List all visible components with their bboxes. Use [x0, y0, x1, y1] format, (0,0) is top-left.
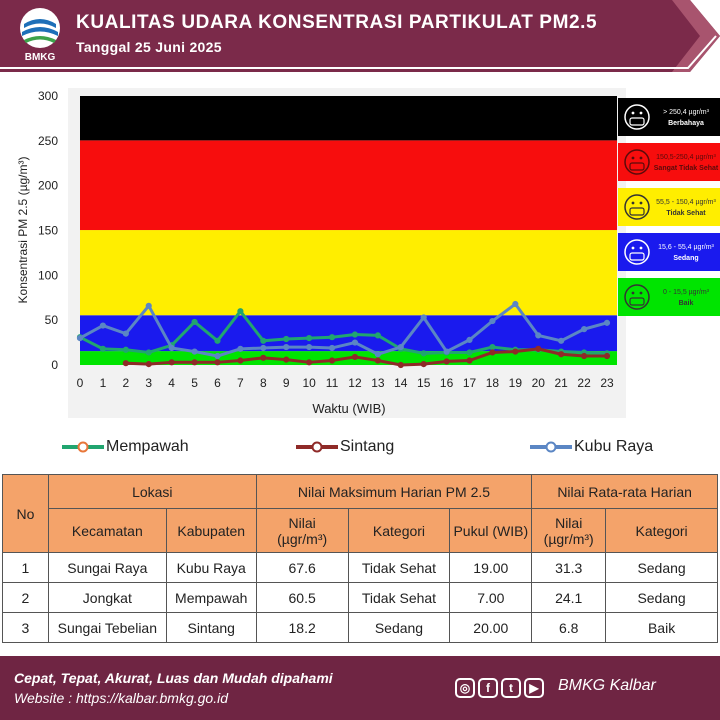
cell-avg-category: Sedang [606, 583, 718, 613]
point-sintang [123, 361, 128, 366]
cell-max: 18.2 [256, 613, 348, 643]
point-sintang [238, 358, 243, 363]
face-eye [640, 202, 643, 205]
x-tick-label: 12 [348, 376, 362, 390]
header-max: Nilai Maksimum Harian PM 2.5 [256, 475, 532, 509]
header-nilai-max [256, 509, 348, 553]
facebook-icon[interactable]: f [478, 678, 498, 698]
category-swatch [618, 188, 720, 226]
x-tick-label: 3 [145, 376, 153, 390]
face-eye [632, 292, 635, 295]
cell-no: 3 [3, 613, 49, 643]
point-kubu-raya [77, 336, 82, 341]
category-range: 150,5-250,4 µgr/m³ [656, 154, 716, 161]
cell-avg: 24.1 [532, 583, 606, 613]
point-sintang [307, 360, 312, 365]
x-tick-label: 21 [554, 376, 568, 390]
category-swatch [618, 278, 720, 316]
face-eye [632, 202, 635, 205]
cell-time: 19.00 [450, 553, 532, 583]
youtube-icon[interactable]: ▶ [524, 678, 544, 698]
point-sintang [215, 360, 220, 365]
x-tick-label: 16 [439, 376, 454, 390]
point-kubu-raya [398, 344, 403, 349]
legend-label-sintang: Sintang [340, 438, 395, 455]
x-tick-label: 8 [259, 376, 267, 390]
point-mempawah [375, 333, 380, 338]
point-sintang [444, 359, 449, 364]
point-sintang [398, 362, 403, 367]
y-tick-label: 200 [37, 178, 58, 193]
legend-label-kubu-raya: Kubu Raya [574, 438, 654, 455]
x-tick-label: 7 [237, 376, 244, 390]
x-tick-label: 13 [371, 376, 385, 390]
x-tick-label: 22 [577, 376, 591, 390]
point-kubu-raya [169, 345, 174, 350]
point-sintang [284, 357, 289, 362]
point-kubu-raya [604, 320, 609, 325]
point-mempawah [490, 344, 495, 349]
y-tick-label: 0 [51, 358, 58, 372]
point-sintang [261, 355, 266, 360]
point-mempawah [307, 336, 312, 341]
pm25-line-chart [0, 80, 720, 425]
point-mempawah [215, 338, 220, 343]
header-lokasi: Lokasi [48, 475, 256, 509]
face-eye [640, 292, 643, 295]
cell-max-category: Sedang [348, 613, 450, 643]
category-legend-item [618, 143, 720, 181]
cell-avg-category: Sedang [606, 553, 718, 583]
point-sintang [581, 353, 586, 358]
cell-time: 7.00 [450, 583, 532, 613]
cell-no: 1 [3, 553, 49, 583]
point-mempawah [421, 351, 426, 356]
category-range: 55,5 - 150,4 µgr/m³ [656, 199, 716, 206]
category-label: Sangat Tidak Sehat [653, 165, 719, 172]
point-sintang [192, 360, 197, 365]
point-mempawah [238, 309, 243, 314]
header-nilai-max-unit: (µgr/m³) [277, 530, 328, 547]
face-eye [640, 112, 643, 115]
point-sintang [352, 354, 357, 359]
cell-kabupaten: Kubu Raya [166, 553, 256, 583]
x-tick-label: 11 [325, 376, 339, 390]
bmkg-logo [14, 6, 66, 64]
band-3 [80, 140, 617, 230]
y-axis-label: Konsentrasi PM 2.5 (µg/m³) [16, 156, 30, 304]
header-kategori-avg: Kategori [606, 509, 718, 553]
x-tick-label: 19 [508, 376, 523, 390]
band-4 [80, 96, 617, 140]
x-tick-label: 2 [122, 376, 130, 390]
y-tick-label: 50 [44, 313, 58, 328]
logo-text: BMKG [24, 52, 56, 63]
category-legend-item [618, 188, 720, 226]
point-mempawah [261, 338, 266, 343]
point-kubu-raya [215, 353, 220, 358]
x-tick-label: 4 [168, 376, 175, 390]
header-background [0, 0, 720, 72]
point-mempawah [284, 336, 289, 341]
point-sintang [329, 358, 334, 363]
y-tick-label: 300 [37, 89, 58, 103]
face-eye [632, 247, 635, 250]
y-tick-label: 250 [37, 133, 58, 148]
header-pukul: Pukul (WIB) [450, 509, 532, 553]
point-sintang [559, 352, 564, 357]
series-legend [0, 432, 720, 462]
point-kubu-raya [467, 337, 472, 342]
cell-kecamatan: Sungai Tebelian [48, 613, 166, 643]
band-2 [80, 230, 617, 315]
face-eye [640, 157, 643, 160]
legend-line-mempawah [62, 440, 104, 454]
table-row [3, 613, 718, 643]
x-tick-label: 0 [76, 376, 84, 390]
header-nilai-avg [532, 509, 606, 553]
legend-item-sintang [296, 432, 394, 462]
cell-max: 60.5 [256, 583, 348, 613]
point-mempawah [467, 350, 472, 355]
cell-kabupaten: Sintang [166, 613, 256, 643]
point-sintang [490, 350, 495, 355]
cell-max-category: Tidak Sehat [348, 553, 450, 583]
point-sintang [169, 360, 174, 365]
footer-website[interactable]: Website : https://kalbar.bmkg.go.id [14, 690, 228, 706]
category-range: 0 - 15,5 µgr/m³ [662, 289, 710, 296]
category-range: > 250,4 µgr/m³ [663, 109, 709, 116]
legend-line-kubu-raya [530, 440, 572, 454]
header-kecamatan: Kecamatan [48, 509, 166, 553]
point-sintang [536, 346, 541, 351]
point-sintang [146, 362, 151, 367]
x-tick-label: 15 [417, 376, 431, 390]
category-legend [618, 98, 720, 316]
point-kubu-raya [559, 338, 564, 343]
point-kubu-raya [444, 349, 449, 354]
header-kategori-max: Kategori [348, 509, 450, 553]
point-sintang [375, 358, 380, 363]
point-kubu-raya [581, 327, 586, 332]
twitter-icon[interactable]: t [501, 678, 521, 698]
x-tick-label: 14 [394, 376, 408, 390]
point-kubu-raya [536, 333, 541, 338]
cell-max-category: Tidak Sehat [348, 583, 450, 613]
table-row [3, 553, 718, 583]
footer-brand: BMKG Kalbar [558, 677, 656, 694]
face-eye [632, 157, 635, 160]
x-tick-label: 17 [462, 376, 477, 390]
point-kubu-raya [329, 345, 334, 350]
x-tick-label: 1 [99, 376, 107, 390]
header-nilai-avg-unit: (µgr/m³) [543, 530, 594, 547]
point-mempawah [146, 350, 151, 355]
face-eye [640, 247, 643, 250]
cell-max: 67.6 [256, 553, 348, 583]
legend-label-mempawah: Mempawah [106, 438, 189, 455]
point-kubu-raya [146, 303, 151, 308]
point-kubu-raya [421, 315, 426, 320]
cell-kabupaten: Mempawah [166, 583, 256, 613]
x-tick-label: 20 [531, 376, 545, 390]
category-label: Sedang [673, 255, 699, 262]
header-kabupaten: Kabupaten [166, 509, 256, 553]
point-mempawah [100, 346, 105, 351]
legend-line-sintang [296, 440, 338, 454]
table-row [3, 583, 718, 613]
category-legend-item [618, 98, 720, 136]
point-mempawah [329, 335, 334, 340]
instagram-icon[interactable]: ◎ [455, 678, 475, 698]
point-kubu-raya [123, 331, 128, 336]
cell-kecamatan: Sungai Raya [48, 553, 166, 583]
cell-avg: 31.3 [532, 553, 606, 583]
point-kubu-raya [192, 349, 197, 354]
point-kubu-raya [307, 344, 312, 349]
x-tick-label: 23 [600, 376, 614, 390]
point-kubu-raya [490, 318, 495, 323]
point-sintang [421, 362, 426, 367]
category-legend-item [618, 278, 720, 316]
y-tick-label: 150 [37, 223, 58, 238]
x-tick-label: 5 [191, 376, 198, 390]
point-kubu-raya [238, 346, 243, 351]
point-kubu-raya [261, 345, 266, 350]
cell-kecamatan: Jongkat [48, 583, 166, 613]
legend-item-kubu-raya [530, 432, 653, 462]
cell-no: 2 [3, 583, 49, 613]
page-title: KUALITAS UDARA KONSENTRASI PARTIKULAT PM2.5 [76, 12, 598, 33]
category-range: 15,6 - 55,4 µgr/m³ [658, 244, 714, 251]
x-tick-label: 18 [485, 376, 500, 390]
category-label: Baik [678, 300, 694, 307]
point-kubu-raya [352, 340, 357, 345]
header-avg: Nilai Rata-rata Harian [532, 475, 718, 509]
header-nilai-avg-label: Nilai [555, 514, 583, 531]
category-swatch [618, 98, 720, 136]
header-no: No [3, 475, 49, 553]
header-nilai-max-label: Nilai [288, 514, 316, 531]
point-sintang [604, 353, 609, 358]
x-axis-label: Waktu (WIB) [312, 401, 386, 416]
y-tick-label: 100 [37, 268, 58, 283]
point-kubu-raya [513, 301, 518, 306]
point-kubu-raya [284, 344, 289, 349]
category-legend-item [618, 233, 720, 271]
point-kubu-raya [100, 323, 105, 328]
point-mempawah [123, 347, 128, 352]
point-kubu-raya [375, 352, 380, 357]
category-label: Berbahaya [668, 120, 704, 127]
point-mempawah [352, 332, 357, 337]
cell-avg-category: Baik [606, 613, 718, 643]
point-sintang [513, 349, 518, 354]
category-swatch [618, 233, 720, 271]
x-tick-label: 10 [302, 376, 316, 390]
x-tick-label: 9 [282, 376, 290, 390]
face-eye [632, 112, 635, 115]
cell-time: 20.00 [450, 613, 532, 643]
point-sintang [467, 358, 472, 363]
page-date: Tanggal 25 Juni 2025 [76, 39, 222, 55]
footer-tagline: Cepat, Tepat, Akurat, Luas dan Mudah dipahami [14, 670, 333, 686]
x-tick-label: 6 [214, 376, 221, 390]
category-swatch [618, 143, 720, 181]
y-axis [38, 89, 58, 372]
cell-avg: 6.8 [532, 613, 606, 643]
social-links [455, 678, 544, 698]
footer-bar [0, 656, 720, 720]
category-label: Tidak Sehat [666, 210, 706, 217]
legend-item-mempawah [62, 432, 189, 462]
air-quality-table [2, 474, 718, 643]
header-banner [0, 0, 720, 72]
point-mempawah [192, 319, 197, 324]
